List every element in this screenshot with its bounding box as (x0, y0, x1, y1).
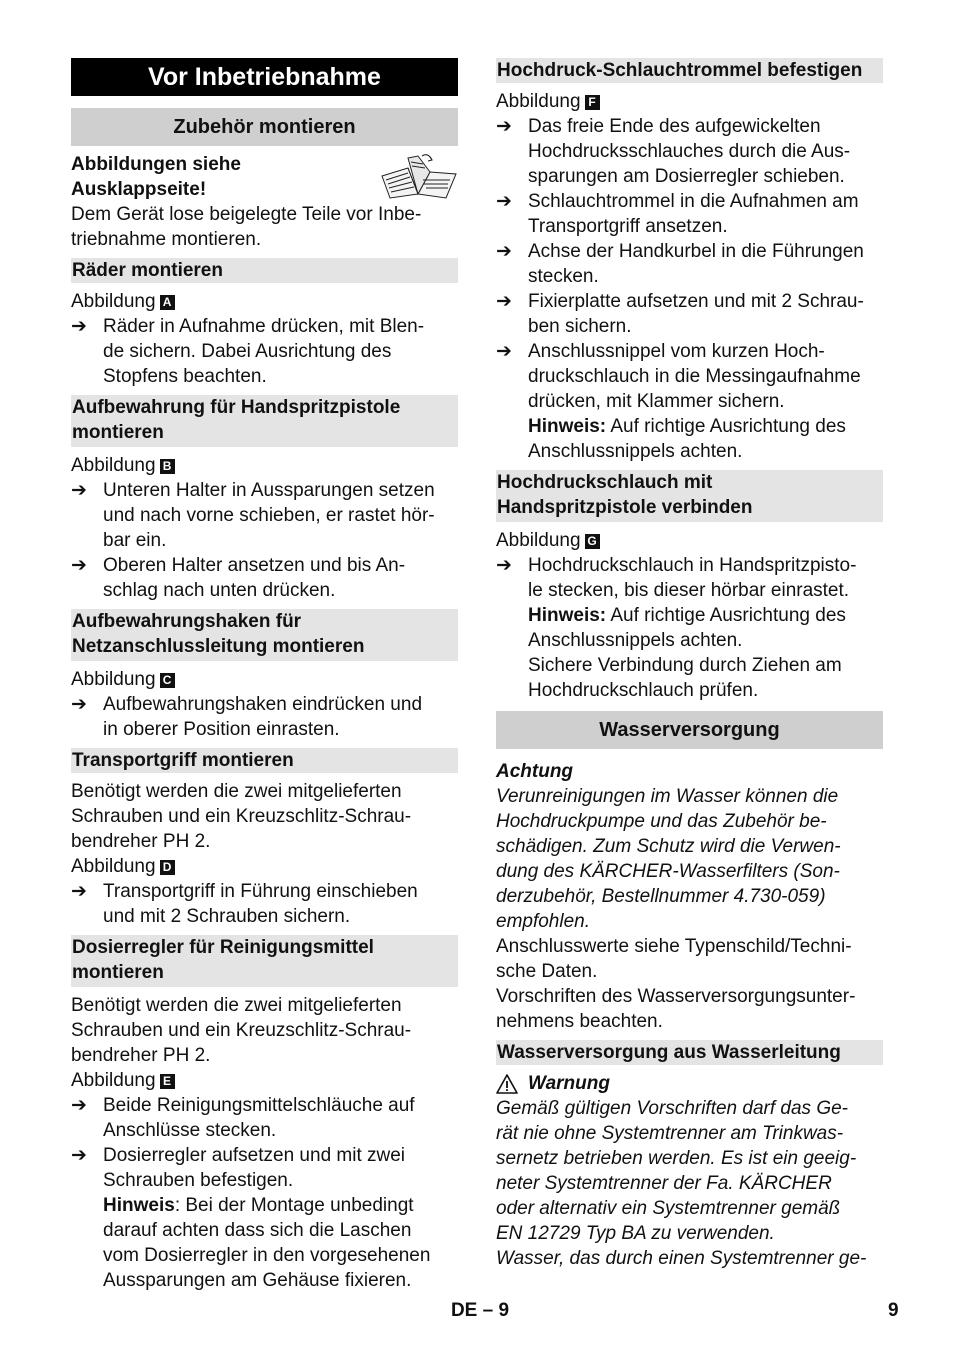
arrow-right-icon: ➔ (71, 316, 87, 337)
instruction-step (496, 114, 883, 189)
arrow-right-icon: ➔ (71, 694, 87, 715)
figure-letter-badge: B (160, 459, 175, 474)
body-line: Schrauben und ein Kreuzschlitz-Schrau- (71, 1020, 412, 1041)
instruction-step (71, 553, 458, 603)
figure-ref (71, 667, 458, 692)
warning-heading (496, 1071, 883, 1096)
subheading-line: Aufbewahrung für Handspritzpistole (72, 397, 401, 418)
step-line: stecken. (528, 266, 599, 287)
step-line: Transportgriff ansetzen. (528, 216, 728, 237)
step-line: schlag nach unten drücken. (103, 580, 336, 601)
caution-label: Achtung (496, 761, 574, 782)
instruction-step (71, 879, 458, 929)
subheading-line: Aufbewahrungshaken für (72, 611, 302, 632)
subheading-handspritzpistole (71, 395, 458, 447)
hint-line (528, 414, 883, 439)
step-line: Das freie Ende des aufgewickelten (528, 116, 821, 137)
subheading-schlauch-verbinden (496, 470, 883, 522)
subheading-line: Hochdruckschlauch mit (497, 472, 713, 493)
figure-letter-badge: D (160, 860, 175, 875)
intro-text-line-1: Dem Gerät lose beigelegte Teile vor Inbe- (71, 204, 422, 225)
warning-line: oder alternativ ein Systemtrenner gemäß (496, 1198, 841, 1219)
figure-letter-badge: F (585, 95, 600, 110)
arrow-right-icon: ➔ (496, 191, 512, 212)
warning-label: Warnung (528, 1073, 610, 1094)
hint-line: darauf achten dass sich die Laschen (103, 1220, 412, 1241)
subheading-schlauchtrommel: Hochdruck-Schlauchtrommel befestigen (496, 58, 883, 83)
hint-text: : Bei der Montage unbedingt (174, 1195, 414, 1216)
step-line: Hochdruckschlauch in Handspritzpisto- (528, 555, 857, 576)
step-line: Dosierregler aufsetzen und mit zwei (103, 1145, 406, 1166)
instruction-step (71, 1093, 458, 1143)
arrow-right-icon: ➔ (71, 1095, 87, 1116)
subheading-line: Dosierregler für Reinigungsmittel (72, 937, 374, 958)
figure-label: Abbildung (71, 1070, 156, 1091)
intro-bold-line-2: Ausklappseite! (71, 179, 207, 200)
page-title: Vor Inbetriebnahme (71, 58, 458, 96)
arrow-right-icon: ➔ (496, 116, 512, 137)
instruction-step (496, 189, 883, 239)
subheading-transportgriff: Transportgriff montieren (71, 748, 458, 773)
arrow-right-icon: ➔ (496, 241, 512, 262)
step-line: Transportgriff in Führung einschieben (103, 881, 418, 902)
caution-line: Hochdruckpumpe und das Zubehör be- (496, 811, 827, 832)
arrow-right-icon: ➔ (71, 480, 87, 501)
instruction-step (71, 1143, 458, 1293)
subheading-wasserleitung: Wasserversorgung aus Wasserleitung (496, 1040, 883, 1065)
step-line: de sichern. Dabei Ausrichtung des (103, 341, 392, 362)
footer-language-page: DE – 9 (450, 1300, 510, 1321)
instruction-step (496, 289, 883, 339)
right-column (496, 58, 883, 1271)
figure-ref (71, 854, 458, 879)
figure-label: Abbildung (496, 91, 581, 112)
intro-block (71, 152, 458, 252)
step-line: Achse der Handkurbel in die Führungen (528, 241, 864, 262)
figure-ref (71, 1068, 458, 1093)
step-line: Aufbewahrungshaken eindrücken und (103, 694, 423, 715)
step-line: Sichere Verbindung durch Ziehen am (528, 655, 842, 676)
caution-line: Verunreinigungen im Wasser können die (496, 786, 839, 807)
step-line: Schrauben befestigen. (103, 1170, 294, 1191)
subheading-aufbewahrungshaken (71, 609, 458, 661)
warning-line: neter Systemtrenner der Fa. KÄRCHER (496, 1173, 832, 1194)
section-heading-wasserversorgung: Wasserversorgung (496, 711, 883, 749)
hint-label: Hinweis (103, 1195, 175, 1216)
figure-ref (496, 89, 883, 114)
subheading-raeder: Räder montieren (71, 258, 458, 283)
body-line: bendreher PH 2. (71, 1045, 211, 1066)
subheading-dosierregler (71, 935, 458, 987)
step-line: Anschlüsse stecken. (103, 1120, 277, 1141)
figure-letter-badge: E (160, 1074, 175, 1089)
step-line: und nach vorne schieben, er rastet hör- (103, 505, 435, 526)
step-line: in oberer Position einrasten. (103, 719, 340, 740)
step-line: Räder in Aufnahme drücken, mit Blen- (103, 316, 425, 337)
step-line: Fixierplatte aufsetzen und mit 2 Schrau- (528, 291, 864, 312)
hint-line (528, 603, 883, 628)
subheading-line: Netzanschlussleitung montieren (72, 636, 365, 657)
step-line: bar ein. (103, 530, 167, 551)
hint-line: Anschlussnippels achten. (528, 630, 743, 651)
hint-text: Auf richtige Ausrichtung des (606, 605, 846, 626)
intro-text-line-2: triebnahme montieren. (71, 229, 262, 250)
step-line: Hochdrucksschlauches durch die Aus- (528, 141, 851, 162)
hint-label: Hinweis: (528, 605, 607, 626)
arrow-right-icon: ➔ (496, 555, 512, 576)
hint-text: Auf richtige Ausrichtung des (606, 416, 846, 437)
step-line: druckschlauch in die Messingaufnahme (528, 366, 861, 387)
caution-line: dung des KÄRCHER-Wasserfilters (Son- (496, 861, 840, 882)
body-line: Schrauben und ein Kreuzschlitz-Schrau- (71, 806, 412, 827)
arrow-right-icon: ➔ (496, 291, 512, 312)
figure-label: Abbildung (71, 856, 156, 877)
step-line: Hochdruckschlauch prüfen. (528, 680, 759, 701)
hint-line: vom Dosierregler in den vorgesehenen (103, 1245, 431, 1266)
figure-letter-badge: A (160, 295, 175, 310)
body-line: Benötigt werden die zwei mitgelieferten (71, 781, 402, 802)
step-line: sparungen am Dosierregler schieben. (528, 166, 845, 187)
arrow-right-icon: ➔ (71, 555, 87, 576)
warning-line: rät nie ohne Systemtrenner am Trinkwas- (496, 1123, 844, 1144)
warning-line: Gemäß gültigen Vorschriften darf das Ge- (496, 1098, 849, 1119)
figure-label: Abbildung (71, 669, 156, 690)
warning-line: EN 12729 Typ BA zu verwenden. (496, 1223, 775, 1244)
body-line: sche Daten. (496, 961, 598, 982)
instruction-step (71, 692, 458, 742)
footer-page-number: 9 (888, 1300, 899, 1321)
body-line: nehmens beachten. (496, 1011, 663, 1032)
instruction-step (496, 553, 883, 703)
figure-label: Abbildung (496, 530, 581, 551)
step-line: ben sichern. (528, 316, 632, 337)
step-line: Beide Reinigungsmittelschläuche auf (103, 1095, 415, 1116)
instruction-step (496, 339, 883, 464)
step-line: le stecken, bis dieser hörbar einrastet. (528, 580, 850, 601)
left-column (71, 58, 458, 1293)
subheading-line: montieren (72, 962, 164, 983)
caution-line: empfohlen. (496, 911, 591, 932)
arrow-right-icon: ➔ (71, 881, 87, 902)
intro-bold-line-1: Abbildungen siehe (71, 154, 241, 175)
figure-label: Abbildung (71, 455, 156, 476)
arrow-right-icon: ➔ (71, 1145, 87, 1166)
caution-line: derzubehör, Bestellnummer 4.730-059) (496, 886, 826, 907)
body-line: bendreher PH 2. (71, 831, 211, 852)
step-line: drücken, mit Klammer sichern. (528, 391, 785, 412)
step-line: Anschlussnippel vom kurzen Hoch- (528, 341, 825, 362)
section-heading-zubehoer: Zubehör montieren (71, 108, 458, 146)
step-line: Oberen Halter ansetzen und bis An- (103, 555, 406, 576)
step-line: Schlauchtrommel in die Aufnahmen am (528, 191, 859, 212)
step-line: Stopfens beachten. (103, 366, 267, 387)
instruction-step (71, 478, 458, 553)
hint-line: Anschlussnippels achten. (528, 441, 743, 462)
hint-label: Hinweis: (528, 416, 607, 437)
figure-letter-badge: G (585, 534, 600, 549)
body-line: Vorschriften des Wasserversorgungsunter- (496, 986, 856, 1007)
instruction-step (496, 239, 883, 289)
caution-line: schädigen. Zum Schutz wird die Verwen- (496, 836, 841, 857)
figure-letter-badge: C (160, 673, 175, 688)
subheading-line: montieren (72, 422, 164, 443)
figure-ref (71, 289, 458, 314)
fold-out-book-icon (378, 154, 458, 200)
subheading-line: Handspritzpistole verbinden (497, 497, 753, 518)
arrow-right-icon: ➔ (496, 341, 512, 362)
warning-line: Wasser, das durch einen Systemtrenner ge- (496, 1248, 867, 1269)
body-line: Anschlusswerte siehe Typenschild/Techni- (496, 936, 852, 957)
instruction-step (71, 314, 458, 389)
warning-line: sernetz betrieben werden. Es ist ein geeig- (496, 1148, 857, 1169)
step-line: Unteren Halter in Aussparungen setzen (103, 480, 435, 501)
body-line: Benötigt werden die zwei mitgelieferten (71, 995, 402, 1016)
figure-label: Abbildung (71, 291, 156, 312)
hint-line (103, 1193, 458, 1218)
warning-triangle-icon (496, 1074, 518, 1094)
step-line: und mit 2 Schrauben sichern. (103, 906, 351, 927)
figure-ref (496, 528, 883, 553)
figure-ref (71, 453, 458, 478)
hint-line: Aussparungen am Gehäuse fixieren. (103, 1270, 412, 1291)
